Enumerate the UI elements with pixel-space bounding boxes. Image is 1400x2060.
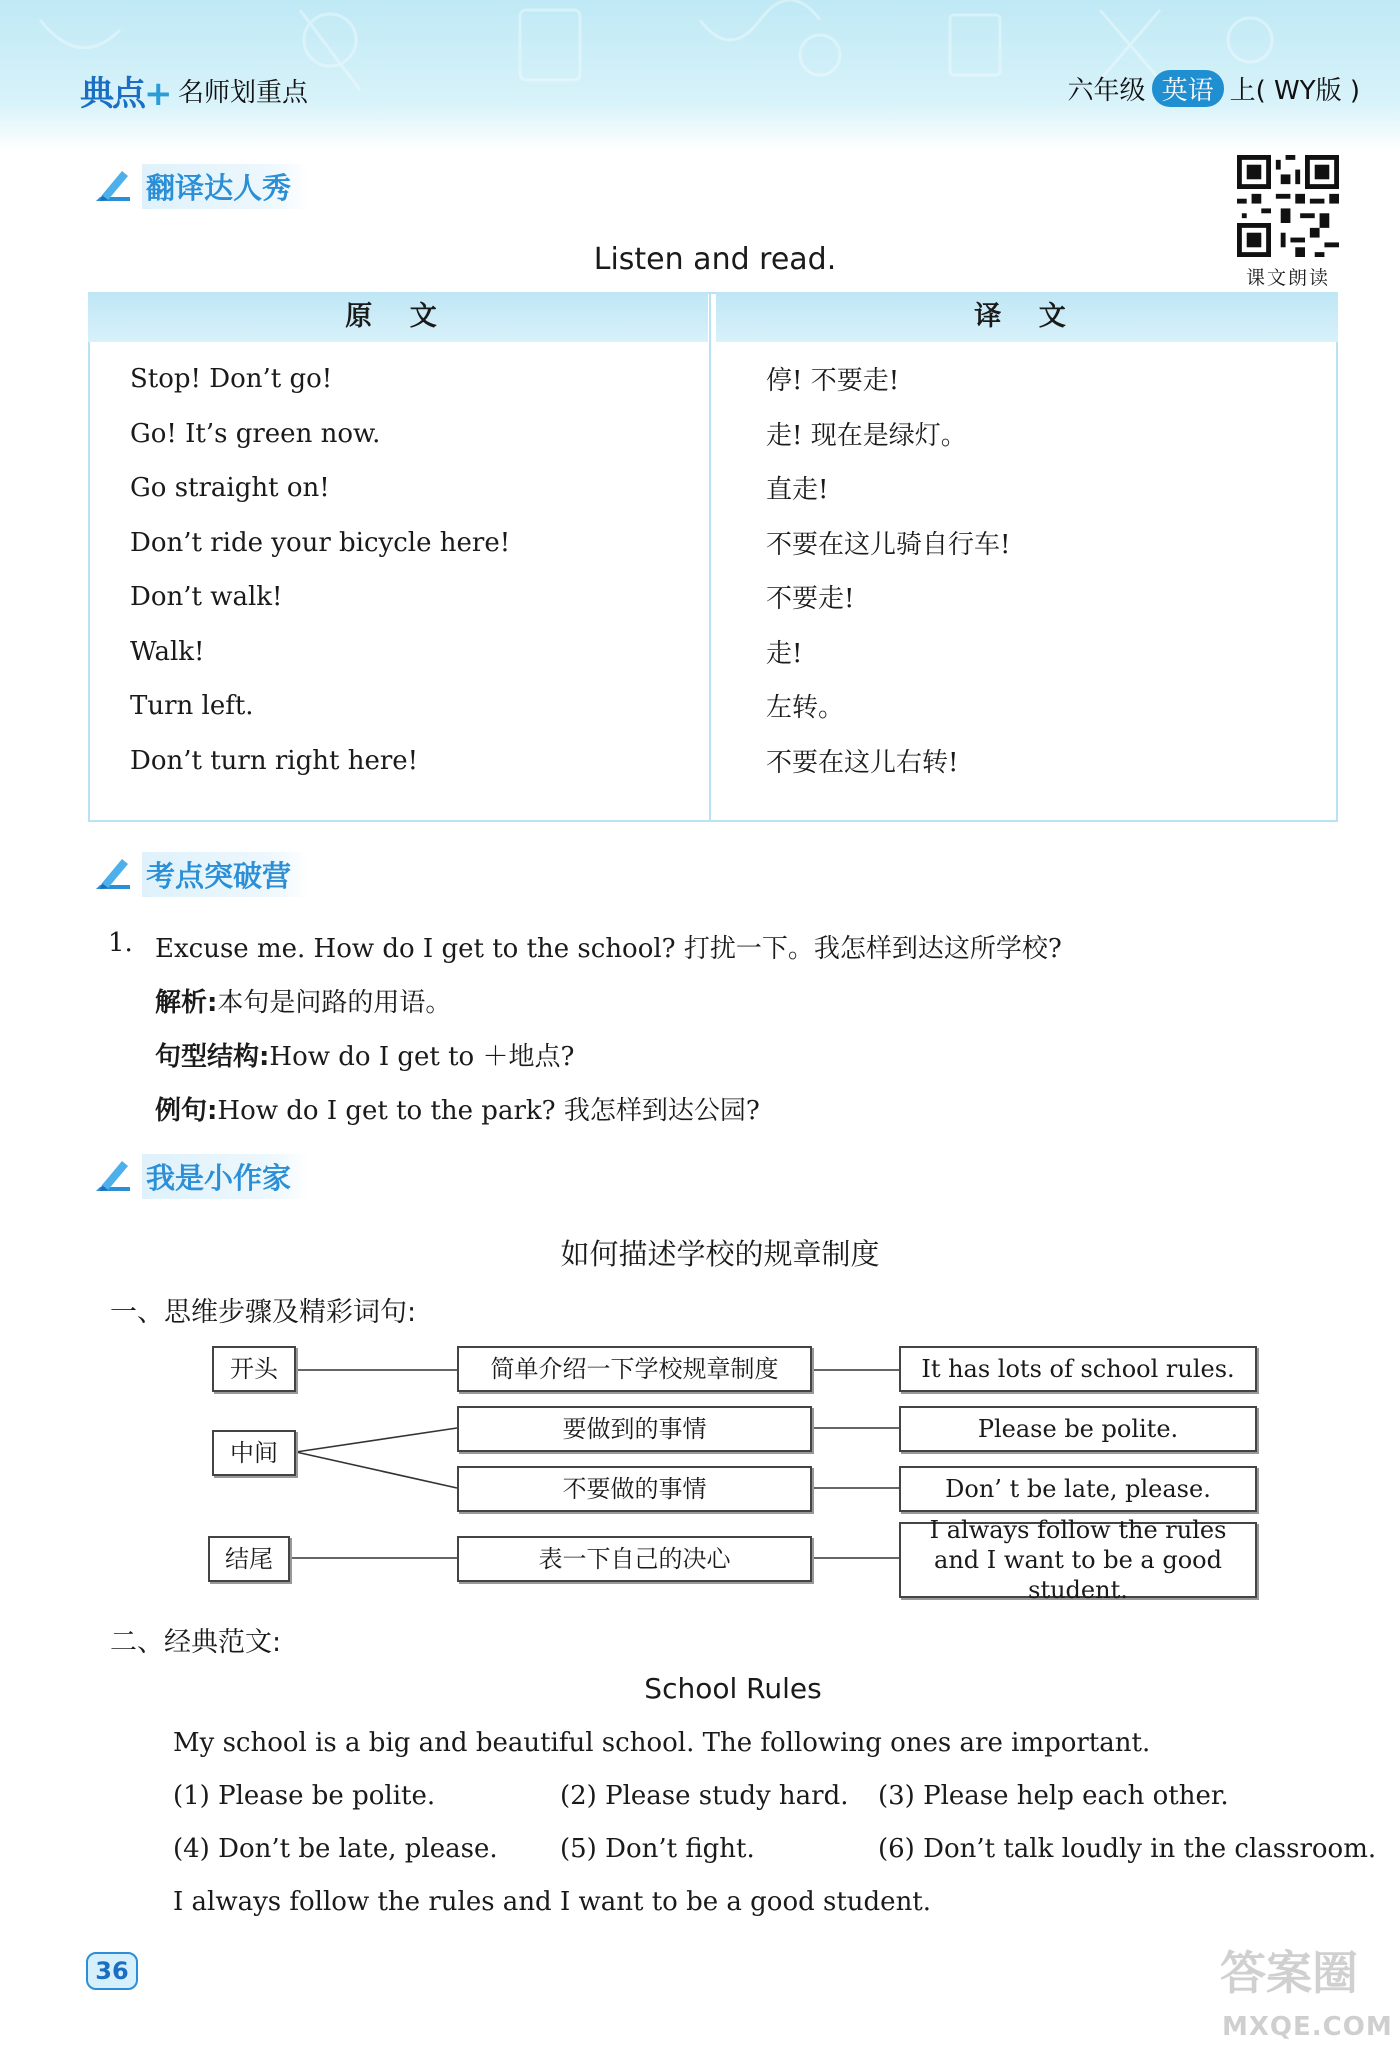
list-item: Walk! xyxy=(130,636,205,667)
list-item: 停! 不要走! xyxy=(766,366,900,396)
series-name: 名师划重点 xyxy=(178,78,309,108)
column-divider xyxy=(709,292,711,822)
watermark-logo: 答案圈 xyxy=(1220,1946,1358,2000)
keypoint-sentence: Excuse me. How do I get to the school? 打扰一下。我怎样到达这所学校? xyxy=(155,934,1062,964)
stage-start: 开头 xyxy=(212,1346,296,1392)
rule-item: (3) Please help each other. xyxy=(878,1781,1229,1811)
section-heading-writer xyxy=(92,1152,309,1200)
list-item: 左转。 xyxy=(766,693,845,723)
list-item: 走! 现在是绿灯。 xyxy=(766,420,967,451)
example-label: 例句: xyxy=(155,1096,218,1126)
list-item: 走! xyxy=(766,638,803,669)
list-item: 不要在这儿骑自行车! xyxy=(766,529,1011,560)
qr-label: 课文朗读 xyxy=(1245,267,1330,289)
example-dont: Don’ t be late, please. xyxy=(899,1466,1257,1512)
list-item: Go straight on! xyxy=(130,473,330,503)
keypoint-number: 1. xyxy=(108,928,133,958)
part1-heading: 一、思维步骤及精彩词句: xyxy=(110,1297,417,1328)
grade: 六年级 xyxy=(1067,76,1146,106)
step-resolve: 表一下自己的决心 xyxy=(457,1536,812,1582)
example-do: Please be polite. xyxy=(899,1406,1257,1452)
logo-plus-icon: + xyxy=(144,74,171,114)
section-title: 我是小作家 xyxy=(142,1154,309,1199)
rule-item: (6) Don’t talk loudly in the classroom. xyxy=(878,1834,1377,1864)
analysis-text: 本句是问路的用语。 xyxy=(217,988,452,1018)
stage-middle: 中间 xyxy=(212,1430,296,1476)
pencil-book-icon xyxy=(92,855,134,893)
rule-item: (1) Please be polite. xyxy=(173,1781,436,1811)
example-line xyxy=(155,1090,760,1127)
list-item: 不要走! xyxy=(766,584,855,614)
analysis-label: 解析: xyxy=(155,988,218,1018)
column-original: 原 文 xyxy=(88,292,708,342)
section-title: 翻译达人秀 xyxy=(142,164,309,209)
watermark-url: MXQE.COM xyxy=(1222,2012,1393,2042)
table-header xyxy=(88,292,1338,342)
logo: 典点+ xyxy=(80,74,171,114)
list-item: 不要在这儿右转! xyxy=(766,747,959,778)
essay-intro: My school is a big and beautiful school. The following ones are important. xyxy=(173,1728,1151,1758)
step-intro: 简单介绍一下学校规章制度 xyxy=(457,1346,812,1392)
translation-column xyxy=(766,354,1326,790)
example-intro: It has lots of school rules. xyxy=(899,1346,1257,1392)
list-item: Go! It’s green now. xyxy=(130,418,381,449)
list-item: 直走! xyxy=(766,475,829,505)
step-dont: 不要做的事情 xyxy=(457,1466,812,1512)
edition: 上( WY版 ) xyxy=(1229,76,1360,106)
example-resolve: I always follow the rules and I want to be a good student. xyxy=(899,1522,1257,1598)
list-item: Stop! Don’t go! xyxy=(130,364,333,394)
listen-title: Listen and read. xyxy=(593,242,837,277)
example-text: How do I get to the park? 我怎样到达公园? xyxy=(217,1096,760,1126)
part2-heading: 二、经典范文: xyxy=(110,1627,282,1658)
stage-end: 结尾 xyxy=(208,1536,290,1582)
original-column xyxy=(130,352,690,788)
pencil-book-icon xyxy=(92,167,134,205)
pattern-label: 句型结构: xyxy=(155,1042,270,1072)
list-item: Don’t turn right here! xyxy=(130,745,419,776)
subject-badge: 英语 xyxy=(1152,70,1224,107)
book-info xyxy=(1068,70,1360,107)
rule-item: (5) Don’t fight. xyxy=(560,1834,755,1864)
pattern-line xyxy=(155,1036,574,1073)
analysis-line xyxy=(155,982,451,1019)
essay-closing: I always follow the rules and I want to be a good student. xyxy=(173,1887,932,1917)
column-translation: 译 文 xyxy=(716,292,1338,342)
pencil-book-icon xyxy=(92,1157,134,1195)
section-heading-keypoints xyxy=(92,850,309,898)
rule-item: (2) Please study hard. xyxy=(560,1781,849,1811)
list-item: Don’t walk! xyxy=(130,582,283,612)
writing-topic: 如何描述学校的规章制度 xyxy=(560,1237,880,1271)
section-title: 考点突破营 xyxy=(142,852,309,897)
section-heading-translation xyxy=(92,162,309,210)
page-number: 36 xyxy=(86,1952,138,1990)
essay-title: School Rules xyxy=(644,1672,822,1705)
rule-item: (4) Don’t be late, please. xyxy=(173,1834,498,1864)
step-do: 要做到的事情 xyxy=(457,1406,812,1452)
pattern-text: How do I get to ＋地点? xyxy=(269,1042,575,1072)
list-item: Don’t ride your bicycle here! xyxy=(130,527,511,558)
list-item: Turn left. xyxy=(130,691,254,721)
